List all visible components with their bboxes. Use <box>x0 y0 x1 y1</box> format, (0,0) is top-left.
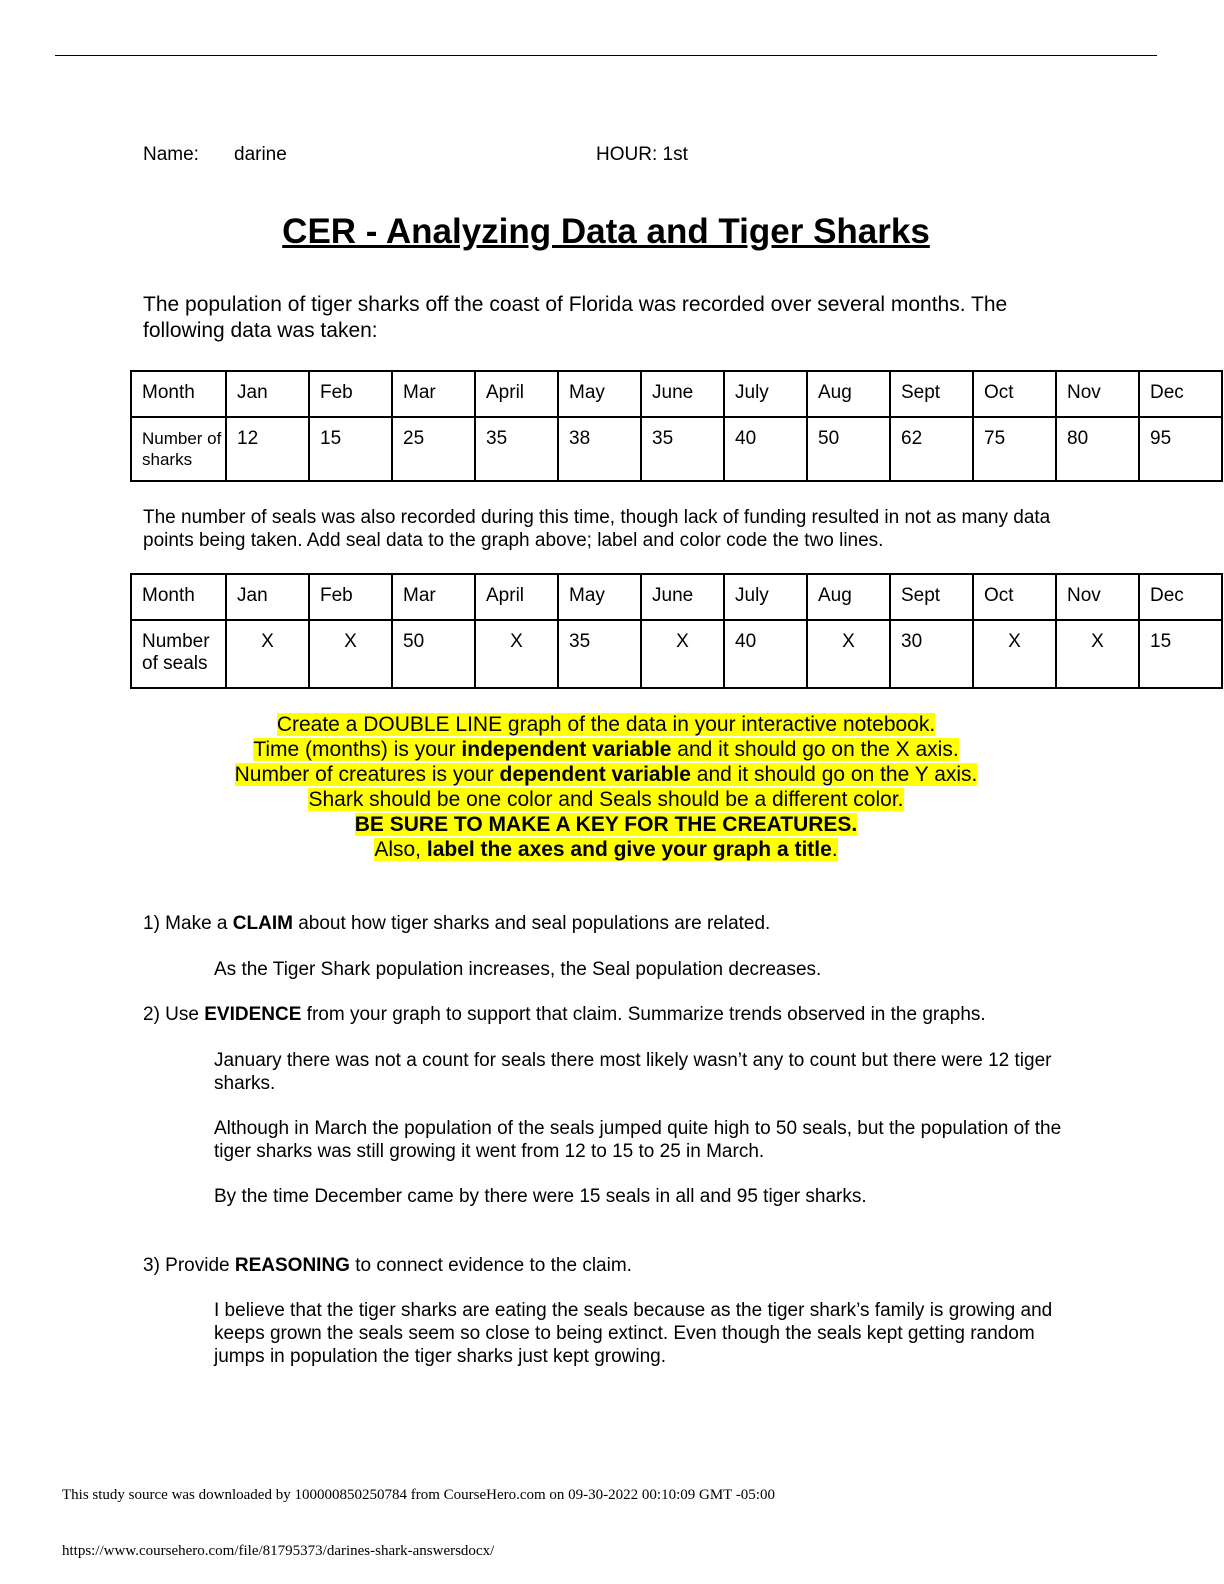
month-cell: July <box>724 371 807 417</box>
shark-count-cell: 50 <box>807 417 890 481</box>
sharks-count-header-cell: Number of sharks <box>131 417 226 481</box>
seal-count-cell: X <box>973 620 1056 688</box>
seal-count-cell: X <box>1056 620 1139 688</box>
source-url[interactable]: https://www.coursehero.com/file/81795373/darines-shark-answersdocx/ <box>62 1543 495 1559</box>
question-text: 3) Provide <box>143 1255 235 1276</box>
seal-count-cell: X <box>641 620 724 688</box>
page-title: CER - Analyzing Data and Tiger Sharks <box>282 212 930 251</box>
month-cell: Oct <box>973 574 1056 620</box>
seal-count-cell: X <box>309 620 392 688</box>
seal-count-cell: X <box>475 620 558 688</box>
instruction-text: Also, <box>374 838 427 861</box>
instruction-line <box>253 738 958 761</box>
instruction-line <box>235 763 978 786</box>
month-cell: Feb <box>309 574 392 620</box>
seals-count-row <box>131 620 1222 688</box>
shark-count-cell: 75 <box>973 417 1056 481</box>
sharks-table <box>130 370 1223 482</box>
month-cell: May <box>558 371 641 417</box>
shark-count-cell: 12 <box>226 417 309 481</box>
month-cell: May <box>558 574 641 620</box>
sharks-count-row <box>131 417 1222 481</box>
month-header-cell: Month <box>131 371 226 417</box>
hour-label: HOUR: 1st <box>596 144 688 165</box>
name-label: Name: <box>143 144 199 165</box>
question-keyword: REASONING <box>234 1255 350 1276</box>
shark-count-cell: 25 <box>392 417 475 481</box>
seal-count-cell: 35 <box>558 620 641 688</box>
month-cell: Nov <box>1056 574 1139 620</box>
seals-month-row <box>131 574 1222 620</box>
instruction-line <box>374 838 837 861</box>
seal-count-cell: 40 <box>724 620 807 688</box>
month-cell: June <box>641 574 724 620</box>
answer-2-part-3: By the time December came by there were 15 seals in all and 95 tiger sharks. <box>214 1186 867 1207</box>
shark-count-cell: 35 <box>475 417 558 481</box>
month-cell: Dec <box>1139 371 1222 417</box>
question-3 <box>143 1254 1143 1277</box>
shark-count-cell: 40 <box>724 417 807 481</box>
question-text: 1) Make a <box>143 913 233 934</box>
month-cell: Aug <box>807 574 890 620</box>
month-cell: Nov <box>1056 371 1139 417</box>
instruction-text: and it should go on the X axis. <box>671 738 959 761</box>
instructions-block <box>0 712 1212 862</box>
question-keyword: EVIDENCE <box>204 1004 302 1025</box>
question-text: to connect evidence to the claim. <box>349 1255 632 1276</box>
question-text: 2) Use <box>143 1004 205 1025</box>
answer-2-part-2: Although in March the population of the seals jumped quite high to 50 seals, but the population of the tiger sharks was still growing it went from 12 to 15 to 25 in March. <box>214 1118 1062 1162</box>
instruction-line: Shark should be one color and Seals should be a different color. <box>308 788 904 811</box>
seal-count-cell: 30 <box>890 620 973 688</box>
month-cell: Mar <box>392 574 475 620</box>
seal-count-cell: 50 <box>392 620 475 688</box>
month-cell: April <box>475 371 558 417</box>
month-cell: Sept <box>890 574 973 620</box>
shark-count-cell: 95 <box>1139 417 1222 481</box>
download-notice: This study source was downloaded by 100000850250784 from CourseHero.com on 09-30-2022 00:10:09 GMT -05:00 <box>62 1487 775 1503</box>
instruction-line: Create a DOUBLE LINE graph of the data in your interactive notebook. <box>276 713 936 736</box>
shark-count-cell: 38 <box>558 417 641 481</box>
answer-1: As the Tiger Shark population increases, the Seal population decreases. <box>214 959 822 980</box>
month-cell: Jan <box>226 574 309 620</box>
seals-table <box>130 573 1223 689</box>
name-value: darine <box>234 144 287 165</box>
answer-3: I believe that the tiger sharks are eating the seals because as the tiger shark’s family is growing and keeps grown the seals seem so close to being extinct. Even though the seals kept getting random jumps in population the tiger sharks just kept growing. <box>214 1300 1053 1367</box>
shark-count-cell: 35 <box>641 417 724 481</box>
month-cell: Feb <box>309 371 392 417</box>
month-cell: Mar <box>392 371 475 417</box>
month-cell: April <box>475 574 558 620</box>
seal-count-cell: X <box>226 620 309 688</box>
instruction-line <box>355 813 858 836</box>
month-cell: June <box>641 371 724 417</box>
shark-count-cell: 15 <box>309 417 392 481</box>
question-1 <box>143 912 1143 935</box>
intro-paragraph: The population of tiger sharks off the coast of Florida was recorded over several months. The following data was taken: <box>143 293 1008 342</box>
instruction-bold-text: label the axes and give your graph a title <box>426 838 832 861</box>
sharks-month-row <box>131 371 1222 417</box>
instruction-bold-text: independent variable <box>461 738 672 761</box>
instruction-text: . <box>831 838 838 861</box>
month-cell: Sept <box>890 371 973 417</box>
month-cell: Jan <box>226 371 309 417</box>
seal-count-cell: 15 <box>1139 620 1222 688</box>
top-rule <box>55 55 1157 56</box>
question-text: about how tiger sharks and seal populations are related. <box>292 913 771 934</box>
instruction-text: Number of creatures is your <box>234 763 500 786</box>
seal-count-cell: X <box>807 620 890 688</box>
month-header-cell: Month <box>131 574 226 620</box>
question-text: from your graph to support that claim. Summarize trends observed in the graphs. <box>301 1004 986 1025</box>
month-cell: Aug <box>807 371 890 417</box>
answer-2-part-1: January there was not a count for seals there most likely wasn’t any to count but there were 12 tiger sharks. <box>214 1050 1052 1094</box>
question-keyword: CLAIM <box>232 913 293 934</box>
month-cell: July <box>724 574 807 620</box>
month-cell: Dec <box>1139 574 1222 620</box>
shark-count-cell: 80 <box>1056 417 1139 481</box>
question-2 <box>143 1003 1143 1026</box>
instruction-bold-text: BE SURE TO MAKE A KEY FOR THE CREATURES. <box>354 813 858 836</box>
instruction-text: and it should go on the Y axis. <box>690 763 978 786</box>
seals-note: The number of seals was also recorded during this time, though lack of funding resulted in not as many data points being taken. Add seal data to the graph above; label and color code the two lines. <box>143 507 1051 551</box>
instruction-bold-text: dependent variable <box>499 763 691 786</box>
seals-count-header-cell: Number of seals <box>131 620 226 688</box>
instruction-text: Time (months) is your <box>253 738 462 761</box>
month-cell: Oct <box>973 371 1056 417</box>
shark-count-cell: 62 <box>890 417 973 481</box>
